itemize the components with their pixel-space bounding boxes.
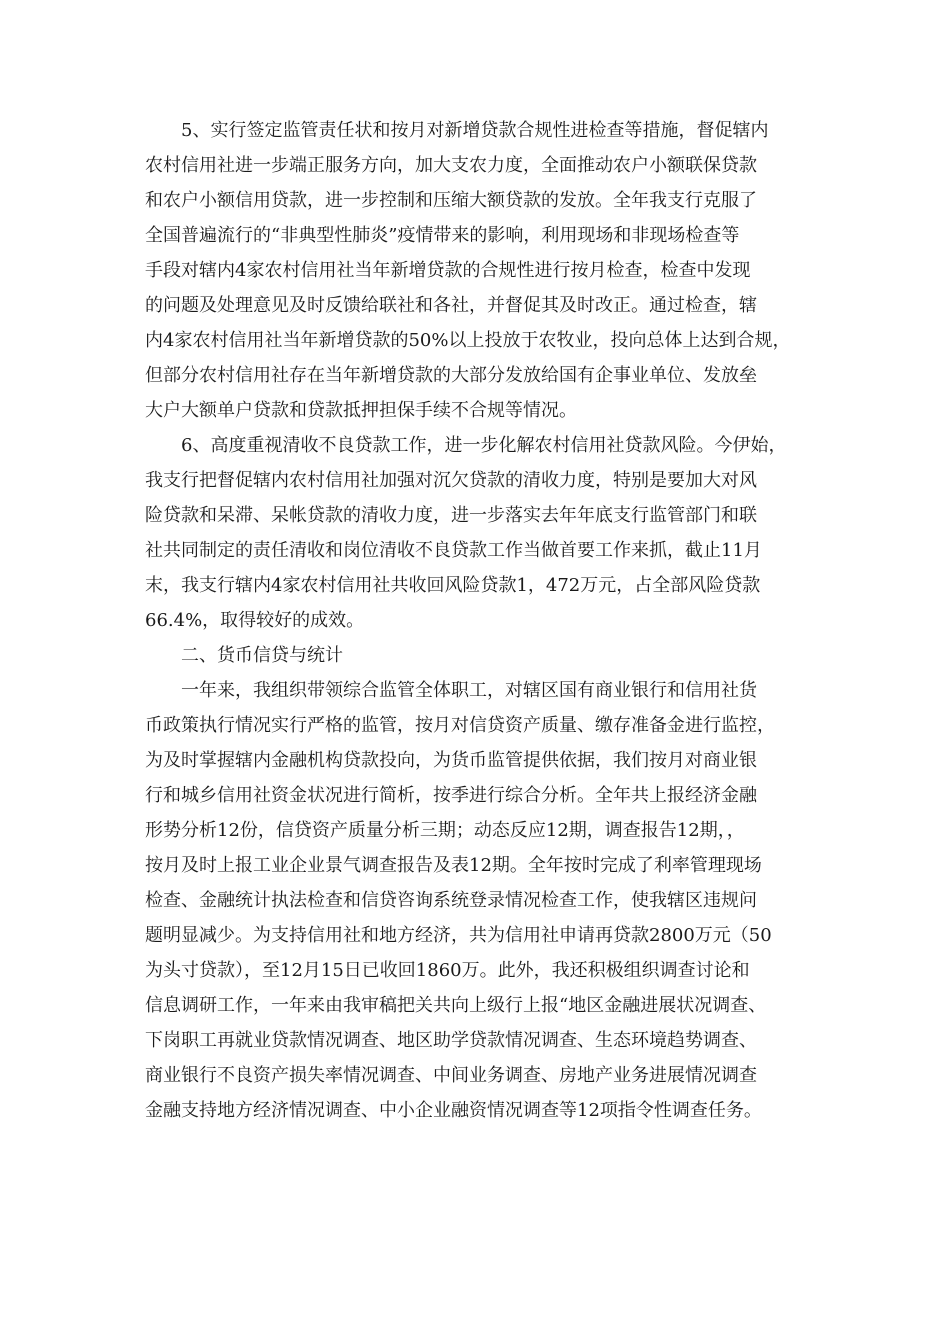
paragraph-5-line: 全国普遍流行的“非典型性肺炎”疫情带来的影响，利用现场和非现场检查等 xyxy=(145,225,740,246)
paragraph-monetary-line: 下岗职工再就业贷款情况调查、地区助学贷款情况调查、生态环境趋势调查、 xyxy=(145,1030,757,1051)
paragraph-5-line: 手段对辖内4家农村信用社当年新增贷款的合规性进行按月检查，检查中发现 xyxy=(145,260,751,281)
paragraph-monetary-line: 检查、金融统计执法检查和信贷咨询系统登录情况检查工作，使我辖区违规问 xyxy=(145,890,757,911)
paragraph-6-line: 社共同制定的责任清收和岗位清收不良贷款工作当做首要工作来抓，截止11月 xyxy=(145,540,762,561)
paragraph-monetary-line: 为及时掌握辖内金融机构贷款投向，为货币监管提供依据，我们按月对商业银 xyxy=(145,750,757,771)
paragraph-monetary-line: 题明显减少。为支持信用社和地方经济，共为信用社申请再贷款2800万元（50 xyxy=(145,925,772,946)
paragraph-monetary-line: 信息调研工作，一年来由我审稿把关共向上级行上报“地区金融进展状况调查、 xyxy=(145,995,767,1016)
paragraph-5-line: 大户大额单户贷款和贷款抵押担保手续不合规等情况。 xyxy=(145,400,577,421)
paragraph-monetary-line: 币政策执行情况实行严格的监管，按月对信贷资产质量、缴存准备金进行监控， xyxy=(145,715,775,736)
paragraph-monetary-line: 一年来，我组织带领综合监管全体职工，对辖区国有商业银行和信用社货 xyxy=(181,680,757,701)
paragraph-5-line: 5、实行签定监管责任状和按月对新增贷款合规性进检查等措施，督促辖内 xyxy=(181,120,769,141)
paragraph-5-line: 内4家农村信用社当年新增贷款的50%以上投放于农牧业，投向总体上达到合规， xyxy=(145,330,791,351)
paragraph-6-line: 末，我支行辖内4家农村信用社共收回风险贷款1，472万元，占全部风险贷款 xyxy=(145,575,761,596)
paragraph-monetary-line: 为头寸贷款），至12月15日已收回1860万。此外，我还积极组织调查讨论和 xyxy=(145,960,750,981)
paragraph-5-line: 但部分农村信用社存在当年新增贷款的大部分发放给国有企事业单位、发放垒 xyxy=(145,365,757,386)
paragraph-monetary-line: 形势分析12份，信贷资产质量分析三期；动态反应12期，调查报告12期，， xyxy=(145,820,745,841)
paragraph-5-line: 和农户小额信用贷款，进一步控制和压缩大额贷款的发放。全年我支行克服了 xyxy=(145,190,757,211)
paragraph-5-line: 的问题及处理意见及时反馈给联社和各社，并督促其及时改正。通过检查，辖 xyxy=(145,295,757,316)
paragraph-monetary-line: 行和城乡信用社资金状况进行简析，按季进行综合分析。全年共上报经济金融 xyxy=(145,785,757,806)
paragraph-monetary-line: 金融支持地方经济情况调查、中小企业融资情况调查等12项指令性调查任务。 xyxy=(145,1100,762,1121)
document-body xyxy=(145,113,835,1128)
paragraph-monetary-line: 按月及时上报工业企业景气调查报告及表12期。全年按时完成了利率管理现场 xyxy=(145,855,762,876)
paragraph-5-line: 农村信用社进一步端正服务方向，加大支农力度，全面推动农户小额联保贷款 xyxy=(145,155,757,176)
section-heading: 二、货币信贷与统计 xyxy=(181,645,343,666)
paragraph-6-line: 66.4%，取得较好的成效。 xyxy=(145,610,365,631)
paragraph-6-line: 6、高度重视清收不良贷款工作，进一步化解农村信用社贷款风险。今伊始， xyxy=(181,435,787,456)
paragraph-6-line: 险贷款和呆滞、呆帐贷款的清收力度，进一步落实去年年底支行监管部门和联 xyxy=(145,505,757,526)
paragraph-6-line: 我支行把督促辖内农村信用社加强对沉欠贷款的清收力度，特别是要加大对风 xyxy=(145,470,757,491)
paragraph-monetary-line: 商业银行不良资产损失率情况调查、中间业务调查、房地产业务进展情况调查 xyxy=(145,1065,757,1086)
